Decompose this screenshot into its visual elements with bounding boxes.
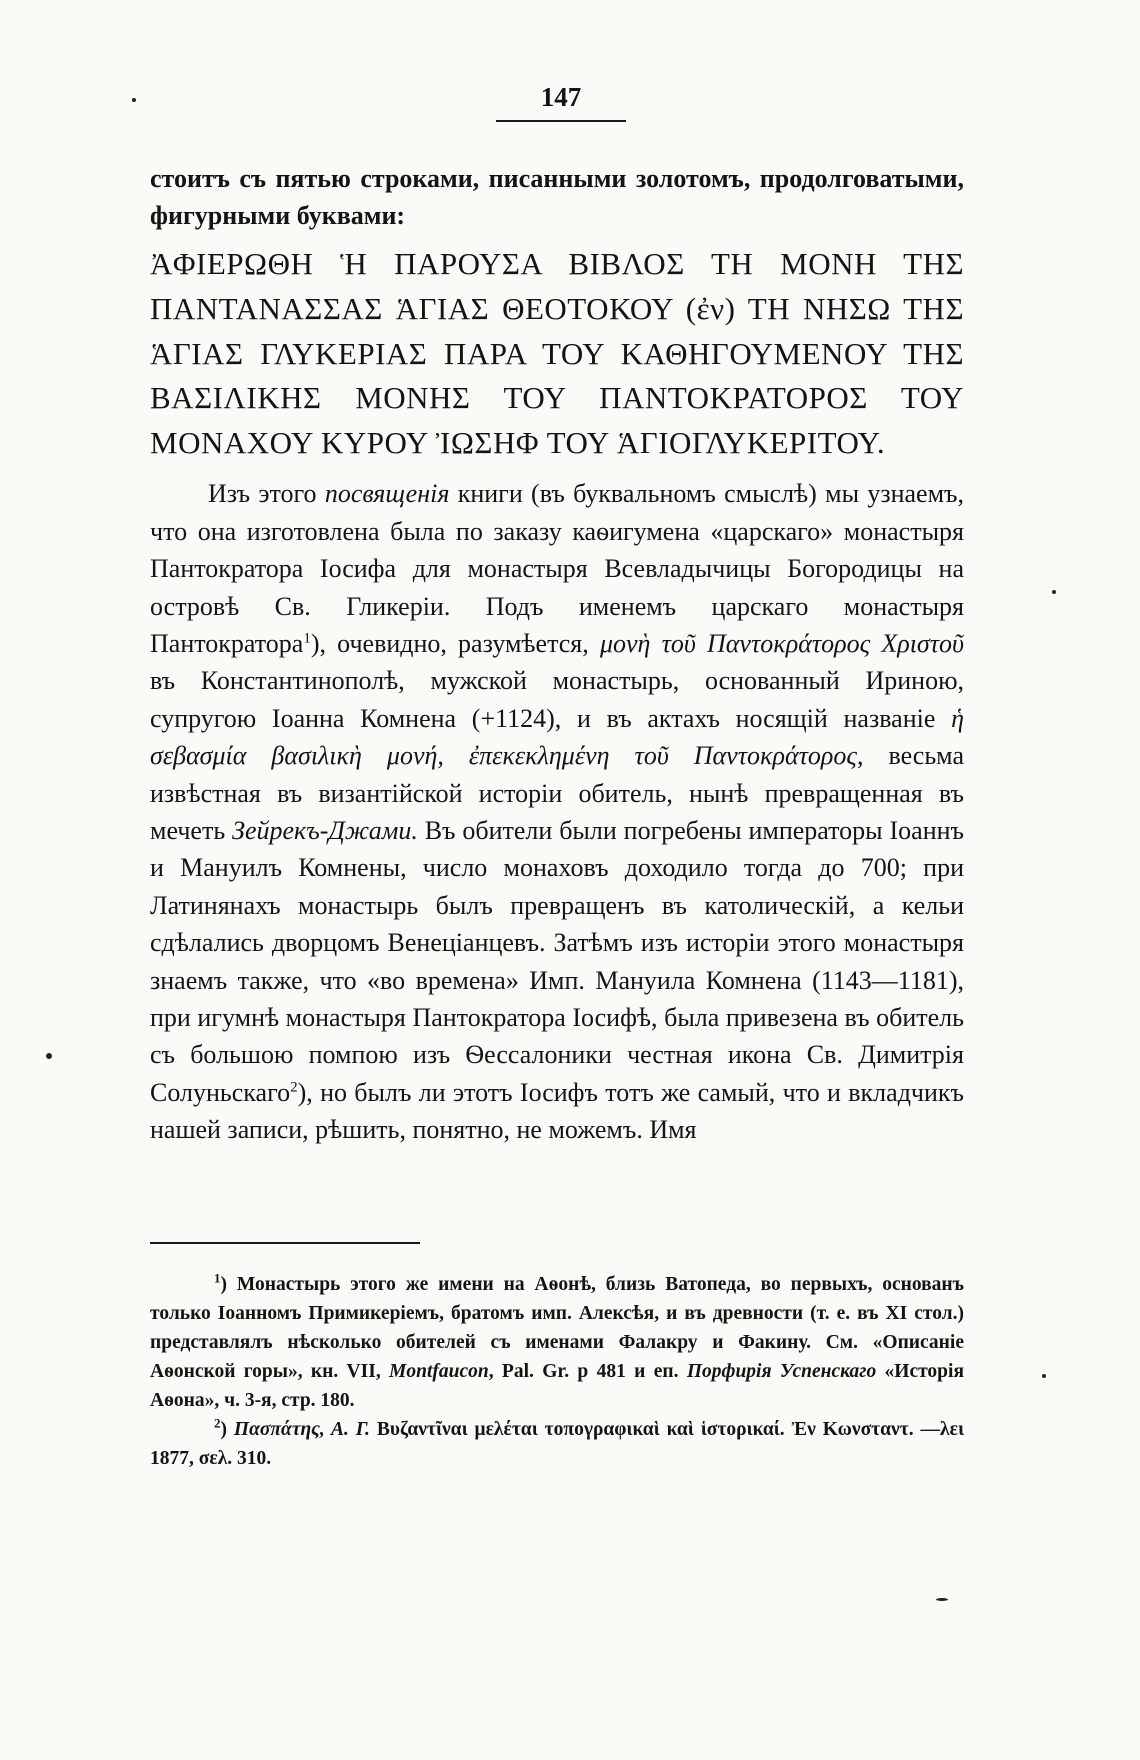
scan-speck <box>1052 590 1056 594</box>
footnotes <box>150 1270 964 1473</box>
scan-speck <box>46 1053 52 1059</box>
body-text <box>150 160 964 1149</box>
footnote-1-label: 1 <box>214 1270 221 1286</box>
main-emphasis-2: Зейрекъ-Джами. <box>232 816 418 846</box>
footnote-2-text-1: ) <box>220 1419 234 1440</box>
scan-speck <box>936 1598 948 1601</box>
footnote-1-text-1: ) Монастырь этого же имени на Аѳонѣ, близь Ватопеда, во первыхъ, основанъ только Іоанномъ Примикеріемъ, братомъ имп. Алексѣя, и въ древности (т. е. въ XI стол.) представлялъ нѣсколько обителей съ именами Фалакру и Факину. См. «Описаніе Аѳонской горы», кн. VII, <box>150 1274 964 1382</box>
page-number: 147 <box>540 82 582 112</box>
main-text-2: книги (въ буквальномъ смыслѣ) мы узнаемъ, что она изготовлена была по заказу каѳигумена «царскаго» монастыря Пантократора Іосифа для монастыря Всевладычицы Богородицы на островѣ Св. Гликеріи. Подъ именемъ царскаго монастыря Пантократора <box>150 479 964 658</box>
footnote-1-text-3: «Исторія Аѳона», ч. 3-я, стр. 180. <box>150 1361 964 1411</box>
page-number-rule <box>496 120 626 122</box>
greek-inscription: ἈΦΙΕΡΩΘΗ Ἡ ΠΑΡΟΥΣΑ ΒΙΒΛΟΣ ΤΗ ΜΟΝΗ ΤΗΣ ΠΑΝΤΑΝΑΣΣΑΣ ἉΓΙΑΣ ΘΕΟΤΟΚΟΥ (ἐν) ΤΗ ΝΗΣΩ ΤΗΣ ἉΓΙΑΣ ΓΛΥΚΕΡΙΑΣ ΠΑΡΑ ΤΟΥ ΚΑΘΗΓΟΥΜΕΝΟΥ ΤΗΣ ΒΑΣΙΛΙΚΗΣ ΜΟΝΗΣ ΤΟΥ ΠΑΝΤΟΚΡΑΤΟΡΟΣ ΤΟΥ ΜΟΝΑΧΟΥ ΚΥΡΟΥ ἸΩΣΗΦ ΤΟΥ ἉΓΙΟΓΛΥΚΕΡΙΤΟΥ. <box>150 246 964 460</box>
footnote-1 <box>150 1270 964 1415</box>
main-text-1: Изъ этого <box>208 479 325 509</box>
main-text-6: Въ обители были погребены императоры Іоаннъ и Мануилъ Комнены, число монаховъ доходило тогда до 700; при Латинянахъ монастырь былъ превращенъ въ католическій, а кельи сдѣлались дворцомъ Венеціанцевъ. Затѣмъ изъ исторіи этого монастыря знаемъ также, что «во времена» Имп. Мануила Комнена (1143—1181), при игумнѣ монастыря Пантократора Іосифѣ, была привезена въ обитель съ большою помпою изъ Ѳессалоники честная икона Св. Димитрія Солуньскаго <box>150 816 964 1107</box>
scan-speck <box>132 98 136 102</box>
footnote-1-emphasis-2: Порфирія Успенскаго <box>686 1361 877 1382</box>
main-greek-2: ἡ σεβασμία βασιλικὴ μονή, ἐπεκεκλημένη τοῦ Παντοκράτορος <box>150 703 964 771</box>
main-greek-1: μονὴ τοῦ Παντοκράτορος Χριστοῦ <box>599 629 964 658</box>
intro-paragraph: стоитъ съ пятью строками, писанными золотомъ, продолговатыми, фигурными буквами: <box>150 164 964 231</box>
footnote-ref-2[interactable]: 2 <box>290 1079 298 1096</box>
main-text-4: въ Константинополѣ, мужской монастырь, основанный Ириною, супругою Іоанна Комнена (+1124), и въ актахъ носящій названіе <box>150 666 964 733</box>
footnote-2-emphasis-1: Πασπάτης, Α. Γ. <box>233 1419 370 1440</box>
main-text-5: , весьма извѣстная въ византійской исторіи обитель, нынѣ превращенная въ мечеть <box>150 741 964 846</box>
footnote-1-emphasis-1: Montfaucon <box>389 1361 489 1382</box>
scan-speck <box>1042 1374 1046 1378</box>
footnote-2-text-2: Βυζαντῖναι μελέται τοπογραφικαὶ καὶ ἱστορικαί. Ἐν Κωνσταντ. —λει 1877, σελ. 310. <box>150 1419 964 1469</box>
main-paragraph <box>150 475 964 1148</box>
main-text-3: ), очевидно, разумѣется, <box>310 629 600 658</box>
footnote-ref-1[interactable]: 1 <box>303 630 311 647</box>
main-text-7: ), но былъ ли этотъ Іосифъ тотъ же самый, что и вкладчикъ нашей записи, рѣшить, понятно, не можемъ. Имя <box>150 1077 964 1145</box>
footnote-2-label: 2 <box>214 1415 221 1431</box>
footnote-rule <box>150 1242 420 1244</box>
footnote-1-text-2: , Pal. Gr. p 481 и еп. <box>488 1361 687 1382</box>
footnote-2 <box>150 1415 964 1473</box>
main-emphasis-1: посвященія <box>324 479 450 509</box>
